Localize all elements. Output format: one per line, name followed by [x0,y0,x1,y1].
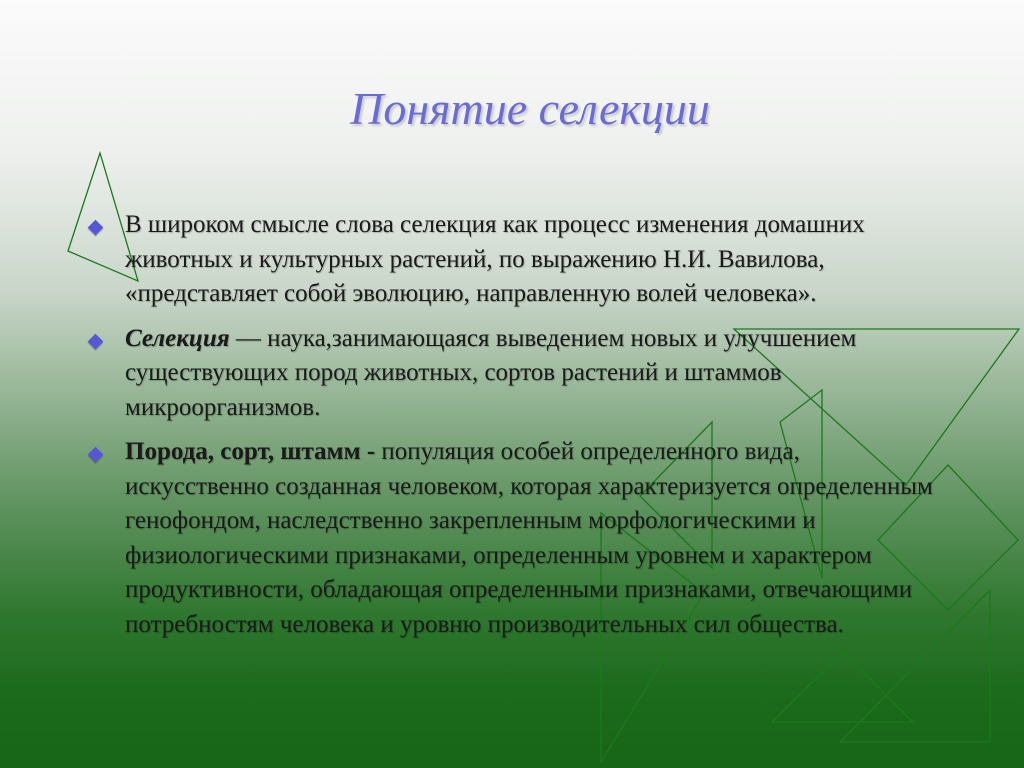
bullet-list [88,208,938,652]
bullet-term: Селекция [125,324,230,352]
diamond-bullet-icon [88,220,104,236]
bullet-item-3 [88,435,938,642]
bullet-text: — наука,занимающаяся выведением новых и улучшением существующих пород животных, сортов растений и штаммов микроорганизмов. [125,324,857,421]
bullet-item-2 [88,322,938,426]
triangle-bottom-right [772,652,913,722]
bullet-term: Порода, сорт, штамм - [125,438,376,465]
bullet-text: популяция особей определенного вида, искусственно созданная человеком, которая характеризуется определенным генофондом, наследственно закрепленным морфологическими и физиологическими признаками, определенным уровнем и характером продуктивности, обладающая определенными признаками, отвечающими потребностям человека и уровню производительных сил общества. [125,438,933,638]
bullet-item-1 [88,208,938,312]
diamond-bullet-icon [88,447,104,463]
bullet-text: В широком смысле слова селекция как процесс изменения домашних животных и культурных растений, по выражению Н.И. Вавилова, «представляет собой эволюцию, направленную волей человека». [125,211,865,307]
slide-title: Понятие селекции [350,83,710,134]
diamond-bullet-icon [88,333,104,349]
